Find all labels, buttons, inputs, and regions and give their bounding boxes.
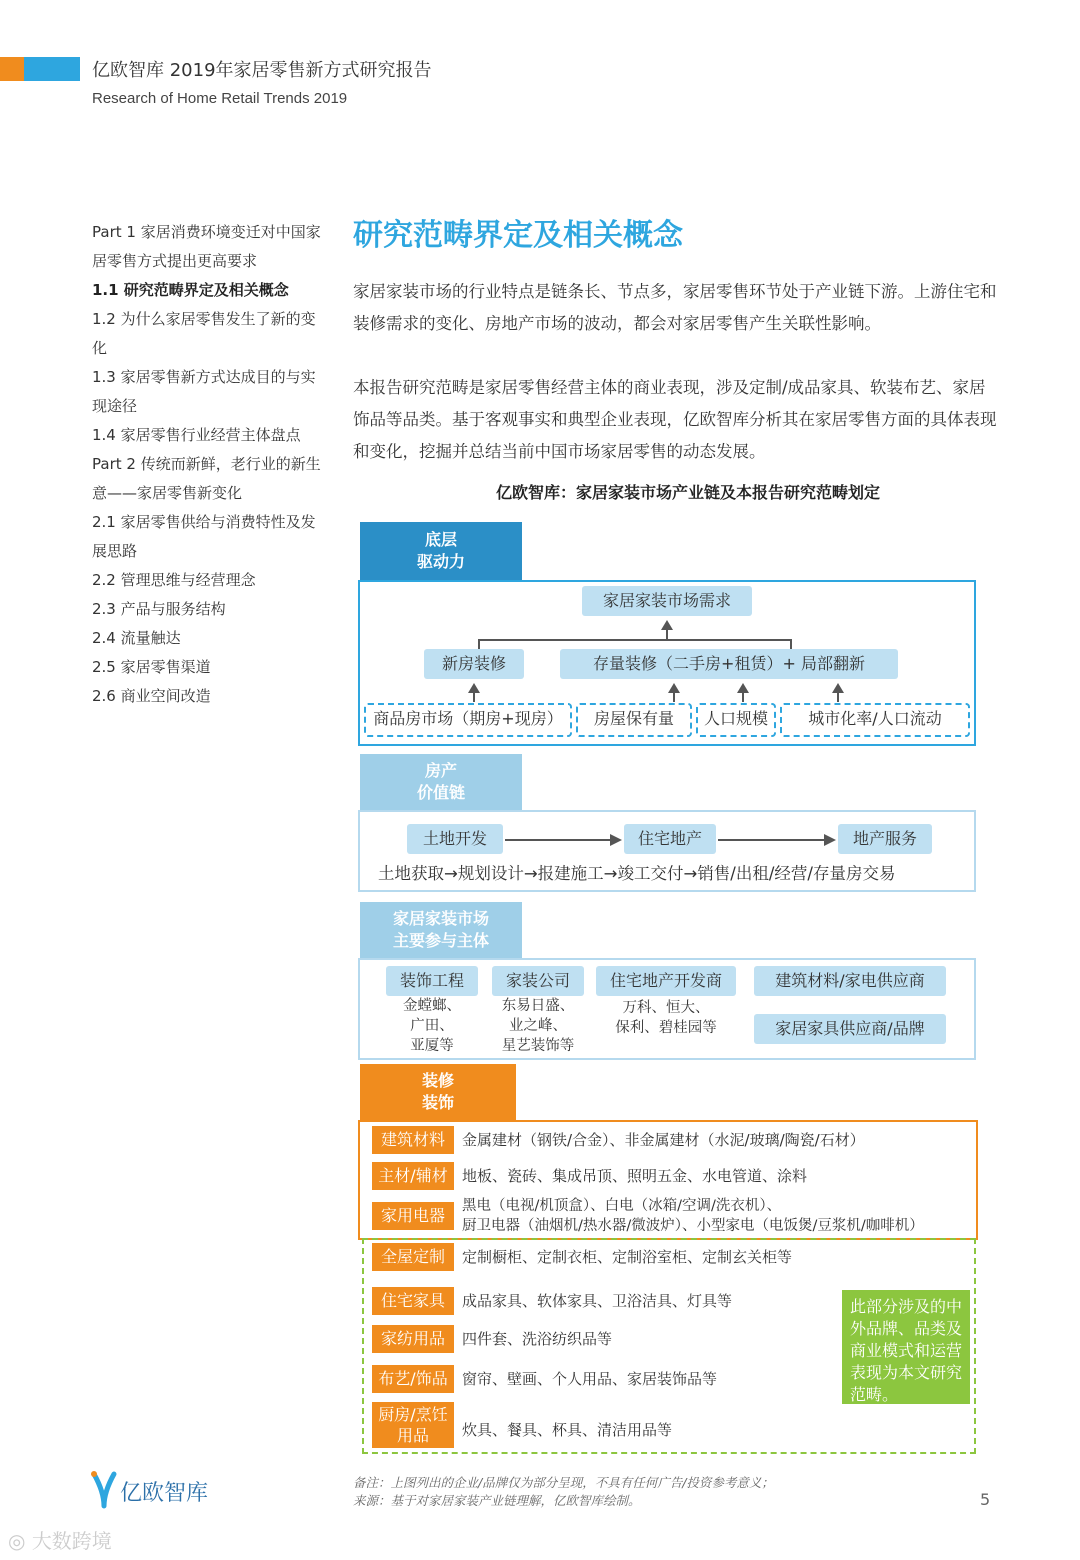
existing-renovation-box: 存量装修（二手房+租赁）+ 局部翻新	[560, 649, 898, 679]
section-tab-decoration: 装修 装饰	[360, 1064, 516, 1120]
connector-line	[718, 839, 826, 841]
category-text: 地板、瓷砖、集成吊顶、照明五金、水电管道、涂料	[462, 1167, 808, 1185]
connector-line	[505, 839, 613, 841]
connector-line	[478, 639, 480, 649]
category-text: 四件套、洗浴纺织品等	[462, 1330, 613, 1348]
category-text: 成品家具、软体家具、卫浴洁具、灯具等	[462, 1292, 733, 1310]
decoration-engineering-detail: 金螳螂、 广田、 亚厦等	[403, 998, 461, 1054]
section-tab-participants: 家居家装市场 主要参与主体	[360, 902, 522, 958]
housing-market-box: 商品房市场（期房+现房）	[364, 703, 572, 737]
section-tab-drivers: 底层 驱动力	[360, 522, 522, 580]
category-text: 定制橱柜、定制衣柜、定制浴室柜、定制玄关柜等	[462, 1248, 793, 1266]
toc-item[interactable]: 2.3 产品与服务结构	[92, 600, 226, 618]
toc-item[interactable]: 2.6 商业空间改造	[92, 687, 211, 705]
category-label: 全屋定制	[372, 1243, 454, 1271]
toc-item[interactable]: 2.2 管理思维与经营理念	[92, 571, 256, 589]
connector-line	[742, 692, 744, 702]
toc-item-active[interactable]: 1.1 研究范畴界定及相关概念	[92, 281, 289, 299]
toc-item[interactable]: 2.5 家居零售渠道	[92, 658, 211, 676]
header-orange-bar	[0, 57, 24, 81]
housing-stock-box: 房屋保有量	[576, 703, 692, 737]
brand-logo	[90, 1470, 230, 1514]
population-box: 人口规模	[696, 703, 776, 737]
toc-item[interactable]: Part 2 传统而新鲜，老行业的新生意——家居零售新变化	[92, 455, 321, 502]
toc-item[interactable]: Part 1 家居消费环境变迁对中国家居零售方式提出更高要求	[92, 223, 321, 270]
category-text: 炊具、餐具、杯具、清洁用品等	[462, 1421, 673, 1439]
connector-line	[837, 692, 839, 702]
section-tab-value-chain: 房产 价值链	[360, 754, 522, 810]
page-number: 5	[980, 1490, 991, 1509]
category-label: 厨房/烹饪 用品	[372, 1402, 454, 1448]
market-demand-box: 家居家装市场需求	[582, 586, 752, 616]
report-title: 亿欧智库 2019年家居零售新方式研究报告	[92, 60, 432, 81]
value-chain-steps-text: 土地获取→规划设计→报建施工→竣工交付→销售/出租/经营/存量房交易	[378, 864, 896, 883]
new-house-renovation-box: 新房装修	[424, 649, 524, 679]
materials-appliance-supplier-box: 建筑材料/家电供应商	[754, 966, 946, 996]
footnote-source: 来源：基于对家居家装产业链理解，亿欧智库绘制。	[353, 1493, 641, 1508]
home-decoration-company-detail: 东易日盛、 业之峰、 星艺装饰等	[501, 998, 575, 1054]
watermark	[8, 1525, 112, 1554]
section-heading: 研究范畴界定及相关概念	[353, 218, 683, 253]
urbanization-box: 城市化率/人口流动	[780, 703, 970, 737]
estate-service-box: 地产服务	[838, 824, 932, 854]
home-decoration-company-box: 家装公司	[492, 966, 584, 996]
category-label: 主材/辅材	[372, 1162, 454, 1190]
category-label: 家纺用品	[372, 1325, 454, 1353]
toc-item[interactable]: 2.4 流量触达	[92, 629, 181, 647]
toc-sidebar	[92, 218, 322, 711]
category-text: 金属建材（钢铁/合金）、非金属建材（水泥/玻璃/陶瓷/石材）	[462, 1131, 865, 1149]
decoration-engineering-box: 装饰工程	[386, 966, 478, 996]
category-text: 窗帘、壁画、个人用品、家居装饰品等	[462, 1370, 718, 1388]
category-text: 黑电（电视/机顶盒）、白电（冰箱/空调/洗衣机）、 厨卫电器（油烟机/热水器/微波炉）、小型家电（电饭煲/豆浆机/咖啡机）	[462, 1198, 924, 1234]
arrow-up-icon	[661, 620, 673, 630]
category-label: 布艺/饰品	[372, 1365, 454, 1393]
watermark-text: 大数跨境	[31, 1529, 112, 1553]
estate-developer-box: 住宅地产开发商	[596, 966, 736, 996]
intro-paragraph: 家居家装市场的行业特点是链条长、节点多，家居零售环节处于产业链下游。上游住宅和装修需求的变化、房地产市场的波动，都会对家居零售产生关联性影响。	[353, 282, 997, 333]
category-label: 建筑材料	[372, 1126, 454, 1154]
footnote-disclaimer: 备注：上图列出的企业/品牌仅为部分呈现，不具有任何广告/投资参考意义；	[353, 1475, 774, 1490]
connector-line	[473, 692, 475, 702]
residential-estate-box: 住宅地产	[624, 824, 716, 854]
toc-item[interactable]: 1.4 家居零售行业经营主体盘点	[92, 426, 301, 444]
arrow-right-icon	[610, 834, 622, 846]
connector-line	[790, 639, 792, 649]
scope-paragraph: 本报告研究范畴是家居零售经营主体的商业表现，涉及定制/成品家具、软装布艺、家居饰品等品类。基于客观事实和典型企业表现，亿欧智库分析其在家居零售方面的具体表现和变化，挖掘并总结当前中国市场家居零售的动态发展。	[353, 378, 997, 461]
arrow-right-icon	[824, 834, 836, 846]
watermark-icon: ◎	[8, 1529, 26, 1553]
report-subtitle: Research of Home Retail Trends 2019	[92, 90, 348, 107]
connector-line	[478, 639, 792, 641]
figure-title: 亿欧智库：家居家装市场产业链及本报告研究范畴划定	[495, 483, 880, 502]
research-scope-note: 此部分涉及的中外品牌、品类及商业模式和运营表现为本文研究范畴。	[842, 1290, 970, 1404]
category-label: 住宅家具	[372, 1287, 454, 1315]
connector-line	[673, 692, 675, 702]
category-label: 家用电器	[372, 1202, 454, 1230]
logo-text: 亿欧智库	[120, 1481, 209, 1506]
toc-item[interactable]: 1.3 家居零售新方式达成目的与实现途径	[92, 368, 316, 415]
land-development-box: 土地开发	[407, 824, 503, 854]
toc-item[interactable]: 2.1 家居零售供给与消费特性及发展思路	[92, 513, 316, 560]
header-blue-bar	[24, 57, 80, 81]
toc-item[interactable]: 1.2 为什么家居零售发生了新的变化	[92, 310, 316, 357]
estate-developer-detail: 万科、恒大、 保利、碧桂园等	[615, 1000, 717, 1036]
furniture-supplier-box: 家居家具供应商/品牌	[754, 1014, 946, 1044]
